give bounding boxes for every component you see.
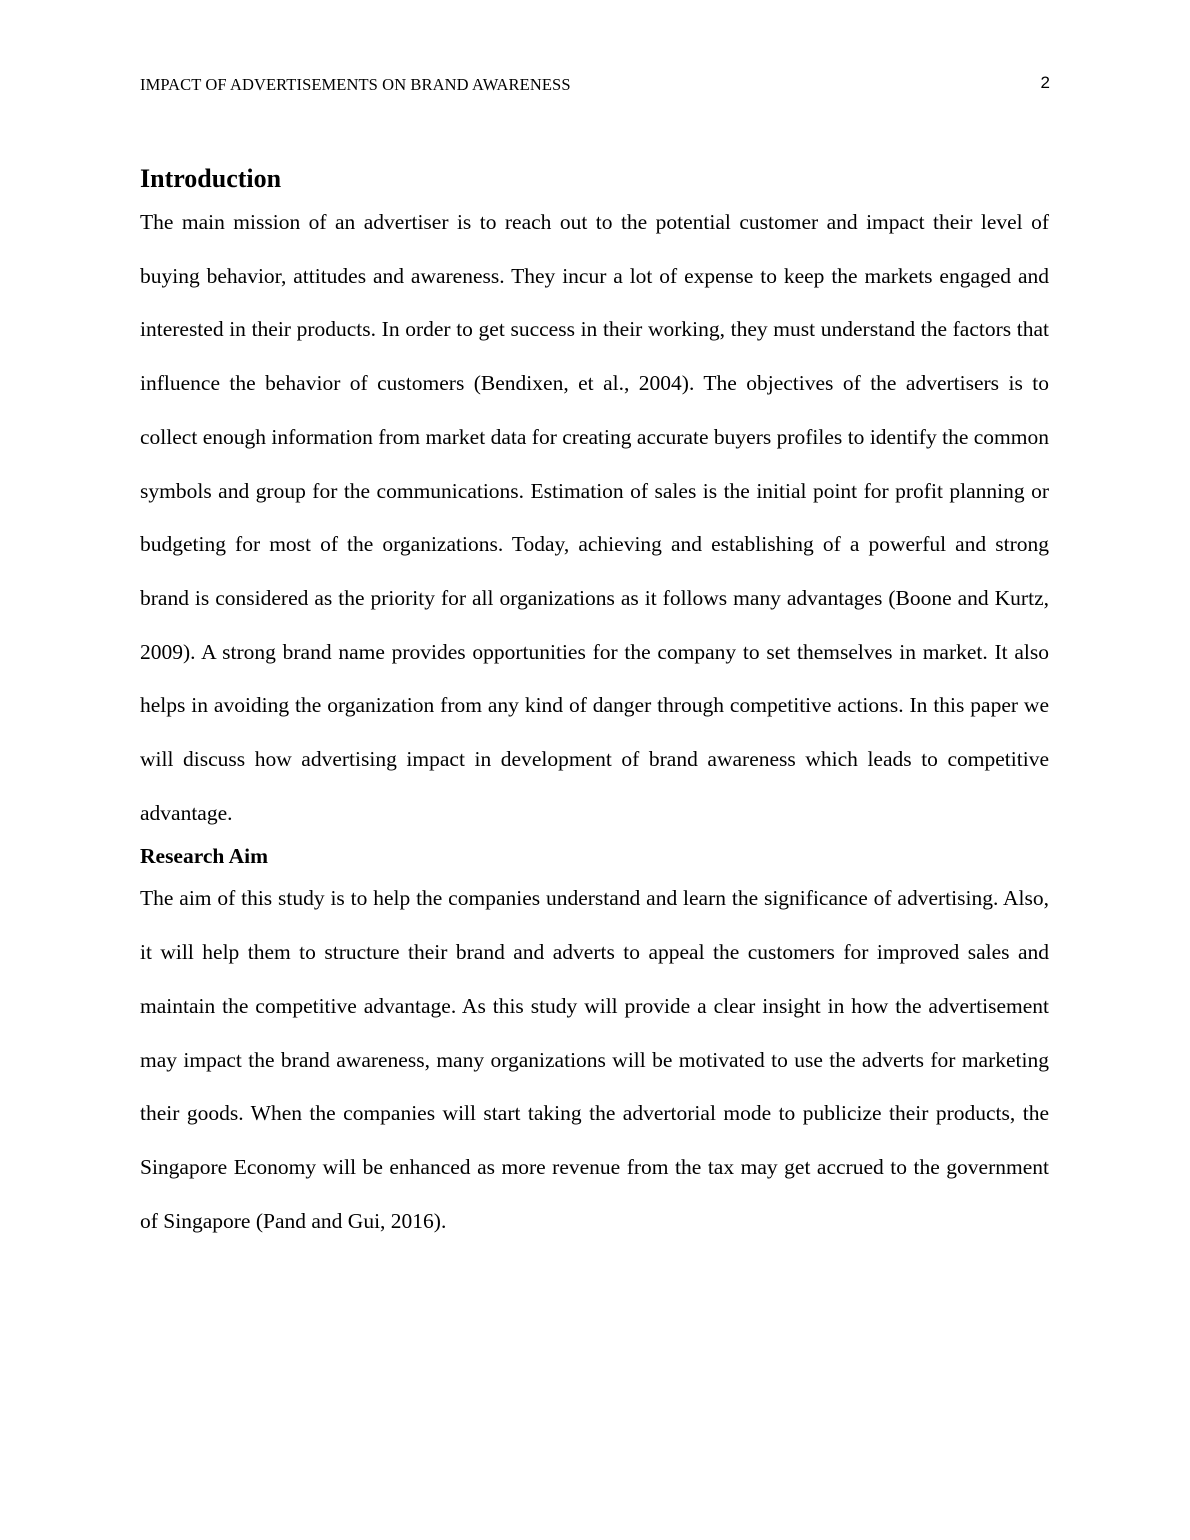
research-aim-paragraph: The aim of this study is to help the companies understand and learn the significance of advertising. Also, it will help them to structure their brand and adverts to appeal the customers for improved sales and maintain the competitive advantage. As this study will provide a clear insight in how the advertisement may impact the brand awareness, many organizations will be motivated to use the adverts for marketing their goods. When the companies will start taking the advertorial mode to publicize their products, the Singapore Economy will be enhanced as more revenue from the tax may get accrued to the government of Singapore (Pand and Gui, 2016).: [140, 886, 1049, 1233]
research-aim-section: [140, 840, 1049, 1248]
page-number: 2: [1040, 73, 1050, 92]
introduction-paragraph: The main mission of an advertiser is to reach out to the potential customer and impact their level of buying behavior, attitudes and awareness. They incur a lot of expense to keep the markets engaged and interested in their products. In order to get success in their working, they must understand the factors that influence the behavior of customers (Bendixen, et al., 2004). The objectives of the advertisers is to collect enough information from market data for creating accurate buyers profiles to identify the common symbols and group for the communications. Estimation of sales is the initial point for profit planning or budgeting for most of the organizations. Today, achieving and establishing of a powerful and strong brand is considered as the priority for all organizations as it follows many advantages (Boone and Kurtz, 2009). A strong brand name provides opportunities for the company to set themselves in market. It also helps in avoiding the organization from any kind of danger through competitive actions. In this paper we will discuss how advertising impact in development of brand awareness which leads to competitive advantage.: [140, 210, 1049, 825]
document-body: [140, 162, 1049, 1248]
introduction-section: [140, 162, 1049, 840]
running-head: IMPACT OF ADVERTISEMENTS ON BRAND AWARENESS: [140, 75, 571, 94]
introduction-heading: Introduction: [140, 164, 282, 193]
research-aim-heading: Research Aim: [140, 844, 268, 869]
